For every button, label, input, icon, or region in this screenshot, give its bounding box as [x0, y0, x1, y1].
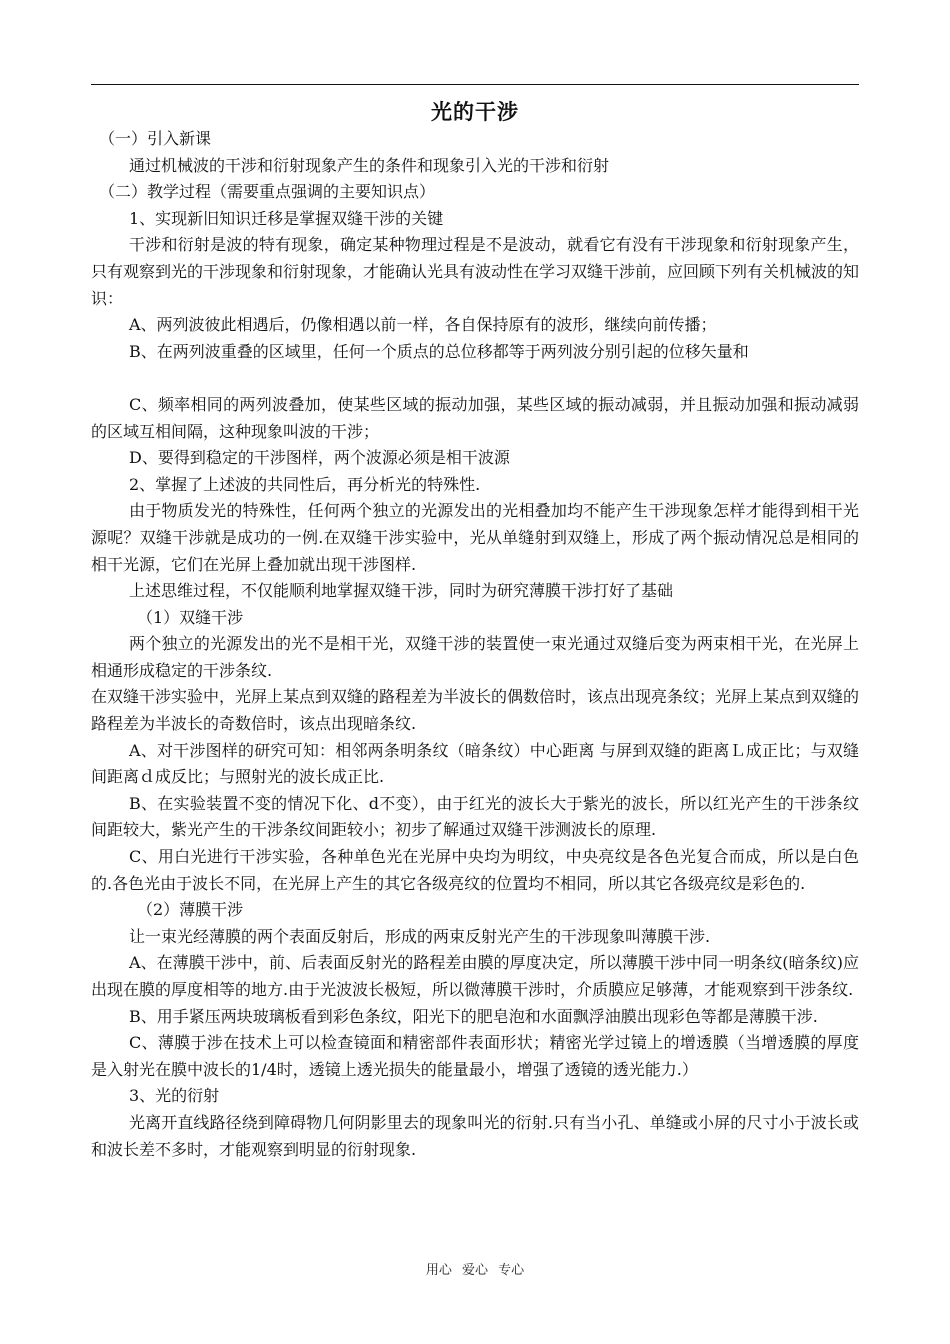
paragraph: 干涉和衍射是波的特有现象，确定某种物理过程是不是波动，就看它有没有干涉现象和衍射现象产生，只有观察到光的干涉现象和衍射现象，才能确认光具有波动性在学习双缝干涉前，应回顾下列有关机械波的知识：	[91, 235, 860, 308]
list-item: C、用白光进行干涉实验，各种单色光在光屏中央均为明纹，中央亮纹是各色光复合而成，所以是白色的.各色光由于波长不同，在光屏上产生的其它各级亮纹的位置均不相同，所以其它各级亮纹是彩色的.	[91, 847, 859, 893]
subheading: 1、实现新旧知识迁移是掌握双缝干涉的关键	[129, 208, 444, 228]
subheading: （1）双缝干涉	[137, 607, 244, 627]
paragraph: 在双缝干涉实验中，光屏上某点到双缝的路程差为半波长的偶数倍时，该点出现亮条纹；光屏上某点到双缝的路程差为半波长的奇数倍时，该点出现暗条纹.	[91, 687, 860, 734]
list-item: B、在两列波重叠的区域里，任何一个质点的总位移都等于两列波分别引起的位移矢量和	[129, 341, 749, 361]
paragraph: 光离开直线路径绕到障碍物几何阴影里去的现象叫光的衍射.只有当小孔、单缝或小屏的尺寸小于波长或和波长差不多时，才能观察到明显的衍射现象.	[91, 1112, 859, 1159]
list-item: C、薄膜于涉在技术上可以检查镜面和精密部件表面形状；精密光学过镜上的增透膜（当增透膜的厚度是入射光在膜中波长的1/4时，透镜上透光损失的能量最小，增强了透镜的透光能力.）	[91, 1033, 859, 1079]
paragraph: 由于物质发光的特殊性，任何两个独立的光源发出的光相叠加均不能产生干涉现象怎样才能得到相干光源呢？双缝干涉就是成功的一例.在双缝干涉实验中，光从单缝射到双缝上，形成了两个振动情况总是相同的相干光源，它们在光屏上叠加就出现干涉图样.	[91, 501, 859, 574]
list-item: D、要得到稳定的干涉图样，两个波源必须是相干波源	[129, 448, 510, 468]
list-item: A、两列波彼此相遇后，仍像相遇以前一样，各自保持原有的波形，继续向前传播；	[129, 315, 717, 335]
subheading: （2）薄膜干涉	[137, 900, 244, 920]
document-body	[91, 126, 859, 1163]
header-rule	[91, 84, 859, 85]
blank-line	[91, 365, 859, 392]
paragraph: 两个独立的光源发出的光不是相干光，双缝干涉的装置使一束光通过双缝后变为两束相干光，在光屏上相通形成稳定的干涉条纹.	[91, 634, 859, 680]
subheading: 3、光的衍射	[129, 1086, 220, 1106]
section-heading-process: （二）教学过程（需要重点强调的主要知识点）	[99, 182, 436, 202]
page-footer: 用心 爱心 专心	[425, 1263, 525, 1278]
paragraph: 上述思维过程，不仅能顺利地掌握双缝干涉，同时为研究薄膜干涉打好了基础	[129, 581, 674, 601]
list-item: C、频率相同的两列波叠加，使某些区域的振动加强，某些区域的振动减弱，并且振动加强和振动减弱的区域互相间隔，这种现象叫波的干涉；	[91, 394, 859, 441]
list-item: A、在薄膜干涉中，前、后表面反射光的路程差由膜的厚度决定，所以薄膜干涉中同一明条纹(暗条纹)应出现在膜的厚度相等的地方.由于光波波长极短，所以微薄膜干涉时，介质膜应足够薄，才能观察到干涉条纹.	[91, 953, 859, 999]
subheading: 2、掌握了上述波的共同性后，再分析光的特殊性.	[129, 474, 481, 494]
document-page	[91, 0, 859, 1344]
list-item: A、对干涉图样的研究可知：相邻两条明条纹（暗条纹）中心距离 与屏到双缝的距离Ｌ成正比；与双缝间距离ｄ成反比；与照射光的波长成正比.	[91, 740, 859, 787]
paragraph: 通过机械波的干涉和衍射现象产生的条件和现象引入光的干涉和衍射	[129, 155, 610, 175]
list-item: B、用手紧压两块玻璃板看到彩色条纹，阳光下的肥皂泡和水面飘浮油膜出现彩色等都是薄膜干涉.	[129, 1006, 818, 1026]
section-heading-intro: （一）引入新课	[99, 129, 212, 148]
list-item: B、在实验装置不变的情况下化、d不变），由于红光的波长大于紫光的波长，所以红光产生的干涉条纹间距较大，紫光产生的干涉条纹间距较小；初步了解通过双缝干涉测波长的原理.	[91, 793, 859, 840]
paragraph: 让一束光经薄膜的两个表面反射后，形成的两束反射光产生的干涉现象叫薄膜干涉.	[129, 926, 711, 946]
document-title: 光的干涉	[431, 100, 519, 124]
